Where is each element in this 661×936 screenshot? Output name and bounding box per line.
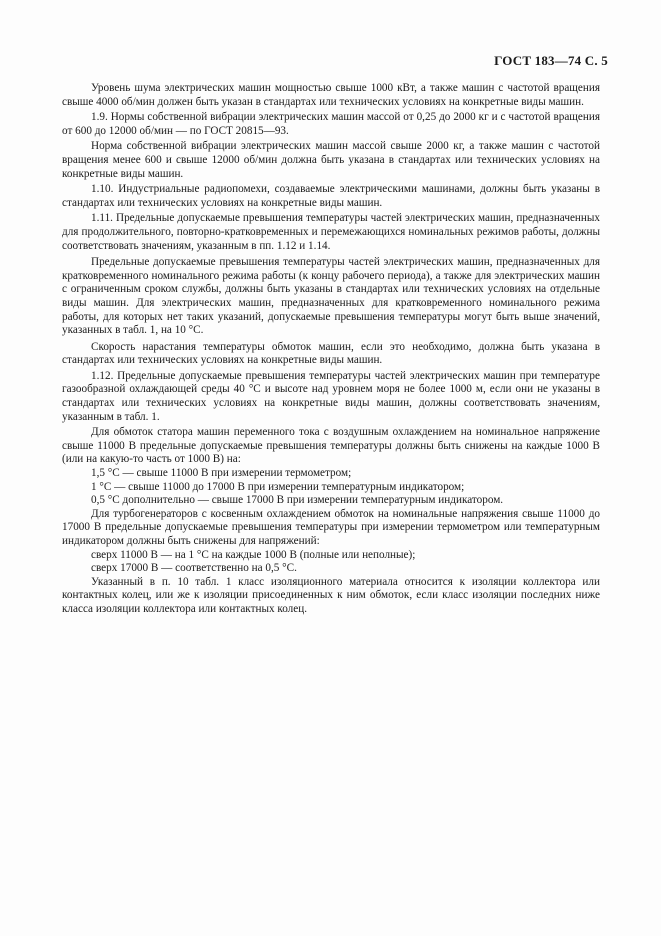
paragraph-1-12: 1.12. Предельные допускаемые превышения температуры частей электрических машин при температуре газообразной охлаждающей среды 40 °С и высоте над уровнем моря не более 1000 м, если они не указаны в стандартах или технических условиях на конкретные виды машин, должны соответствовать значениям, указанным в табл. 1. — [62, 369, 600, 423]
document-body — [62, 82, 600, 617]
list-item-thermometer: 1,5 °С — свыше 11000 В при измерении термометром; — [91, 467, 352, 480]
list-item-additional: 0,5 °С дополнительно — свыше 17000 В при измерении температурным индикатором. — [91, 494, 504, 507]
list-item-over-11000: сверх 11000 В — на 1 °С на каждые 1000 В (полные или неполные); — [91, 548, 416, 561]
paragraph-1-9: 1.9. Нормы собственной вибрации электрических машин массой от 0,25 до 2000 кг и с частотой вращения от 600 до 12000 об/мин — по ГОСТ 20815—93. — [62, 111, 600, 137]
list-item-indicator: 1 °С — свыше 11000 до 17000 В при измерении температурным индикатором; — [91, 480, 465, 493]
paragraph-1-10: 1.10. Индустриальные радиопомехи, создаваемые электрическими машинами, должны быть указаны в стандартах или технических условиях на конкретные виды машин. — [62, 183, 600, 209]
page-header: ГОСТ 183—74 С. 5 — [494, 53, 608, 68]
paragraph-noise-level: Уровень шума электрических машин мощностью свыше 1000 кВт, а также машин с частотой вращения свыше 4000 об/мин должен быть указан в стандартах или технических условиях на конкретные виды машин. — [62, 82, 600, 108]
paragraph-vibration-norm: Норма собственной вибрации электрических машин массой свыше 2000 кг, а также машин с частотой вращения менее 600 и свыше 12000 об/мин должна быть указана в стандартах или технических условиях на конкретные виды машин. — [62, 140, 600, 180]
paragraph-temperature-rate: Скорость нарастания температуры обмоток машин, если это необходимо, должна быть указана в стандартах или технических условиях на конкретные виды машин. — [62, 340, 600, 367]
paragraph-insulation-class: Указанный в п. 10 табл. 1 класс изоляционного материала относится к изоляции коллектора или контактных колец, или же к изоляции присоединенных к ним обмоток, если класс изоляции последних ниже класса изоляции коллектора или контактных колец. — [62, 575, 600, 615]
paragraph-turbogenerators: Для турбогенераторов с косвенным охлаждением обмоток на номинальные напряжения свыше 11000 до 17000 В предельные допускаемые превышения температуры при измерении термометром или температурным индикатором должны быть снижены для напряжений: — [62, 507, 600, 547]
paragraph-stator-windings: Для обмоток статора машин переменного тока с воздушным охлаждением на номинальное напряжение свыше 11000 В предельные допускаемые превышения температуры должны быть снижены на каждые 1000 В (или на какую-то часть от 1000 В) на: — [62, 426, 600, 466]
list-item-over-17000: сверх 17000 В — соответственно на 0,5 °С. — [91, 562, 297, 575]
paragraph-1-11: 1.11. Предельные допускаемые превышения температуры частей электрических машин, предназначенных для продолжительного, повторно-кратковременных и перемежающихся номинальных режимов работы, должны соответствовать значениям, указанным в пп. 1.12 и 1.14. — [62, 212, 600, 252]
paragraph-short-time-duty: Предельные допускаемые превышения температуры частей электрических машин, предназначенных для кратковременного номинального режима работы (к концу рабочего периода), а также для электрических машин с ограниченным сроком службы, должны быть указаны в стандартах или технических условиях на отдельные виды машин. Для электрических машин, предназначенных для кратковременного номинального режима работы, для которых нет таких указаний, допускаемые превышения температуры могут быть выше значений, указанных в табл. 1, на 10 °С. — [62, 256, 600, 337]
